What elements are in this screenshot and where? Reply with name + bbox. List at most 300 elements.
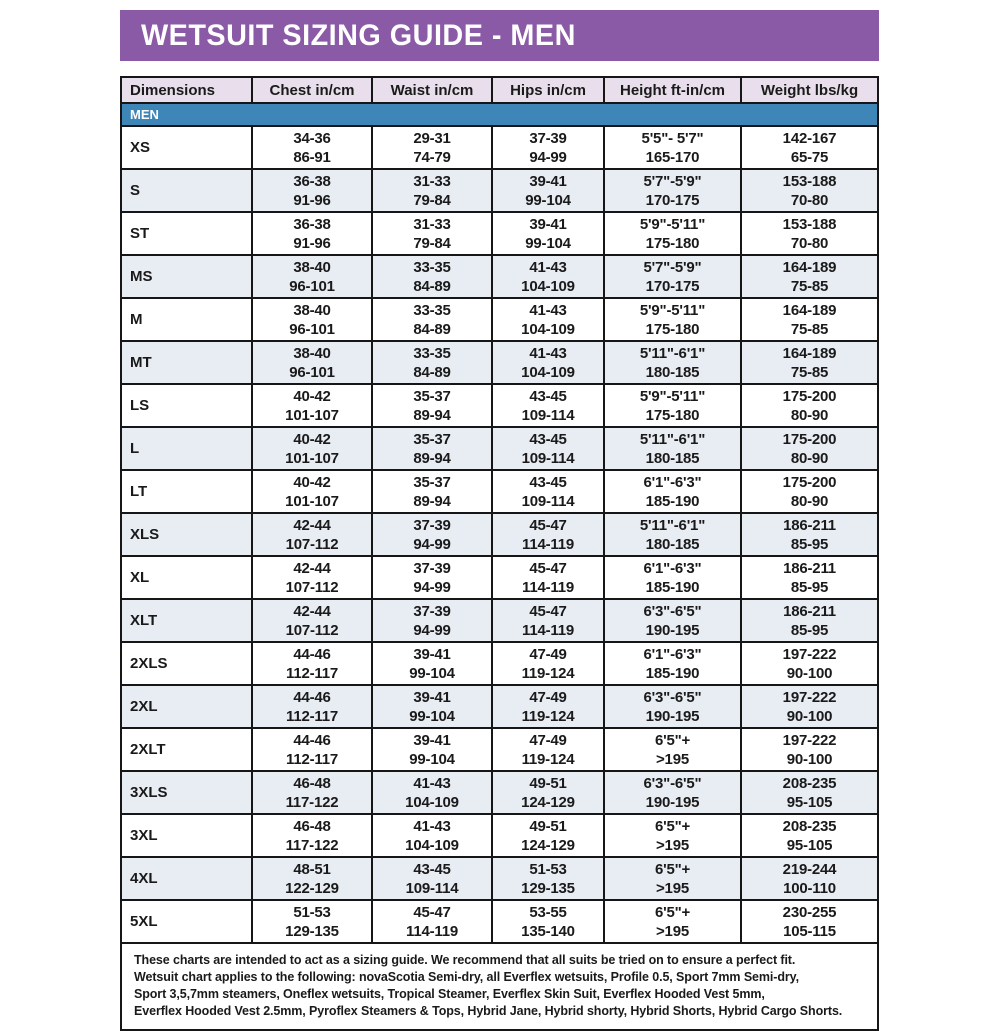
- value-metric: 109-114: [405, 879, 459, 897]
- section-label: MEN: [130, 107, 159, 122]
- size-label: 3XL: [122, 815, 253, 856]
- size-label: XLS: [122, 514, 253, 555]
- column-header-hips: Hips in/cm: [493, 78, 605, 102]
- value-inches: 44-46: [293, 645, 331, 663]
- value-metric: 99-104: [525, 191, 571, 209]
- size-label: 2XLS: [122, 643, 253, 684]
- value-inches: 6'1"-6'3": [643, 473, 702, 491]
- column-header-dimensions: Dimensions: [122, 78, 253, 102]
- value-inches: 37-39: [413, 602, 451, 620]
- measurement-cell: [373, 901, 493, 942]
- table-row: [122, 256, 877, 299]
- measurement-cell: [373, 127, 493, 168]
- measurement-cell: [605, 557, 742, 598]
- value-metric: 94-99: [413, 578, 451, 596]
- value-metric: 94-99: [529, 148, 567, 166]
- value-inches: 40-42: [293, 387, 331, 405]
- value-metric: 84-89: [413, 363, 451, 381]
- page-title: WETSUIT SIZING GUIDE - MEN: [141, 18, 576, 52]
- value-metric: 175-180: [645, 320, 700, 338]
- value-metric: 104-109: [521, 277, 575, 295]
- measurement-cell: [253, 299, 373, 340]
- value-inches: 44-46: [293, 731, 331, 749]
- measurement-cell: [605, 299, 742, 340]
- measurement-cell: [742, 815, 877, 856]
- value-metric: 175-180: [645, 234, 700, 252]
- measurement-cell: [373, 686, 493, 727]
- table-row: [122, 772, 877, 815]
- size-label: 2XL: [122, 686, 253, 727]
- table-row: [122, 127, 877, 170]
- size-label: ST: [122, 213, 253, 254]
- size-label: XL: [122, 557, 253, 598]
- measurement-cell: [742, 127, 877, 168]
- value-metric: 80-90: [790, 449, 829, 467]
- value-metric: 89-94: [413, 492, 451, 510]
- value-inches: 142-167: [782, 129, 837, 147]
- value-inches: 33-35: [413, 301, 451, 319]
- value-metric: 107-112: [285, 535, 339, 553]
- measurement-cell: [605, 858, 742, 899]
- value-metric: 104-109: [405, 836, 459, 854]
- value-inches: 197-222: [782, 688, 837, 706]
- measurement-cell: [253, 170, 373, 211]
- value-inches: 45-47: [529, 602, 567, 620]
- value-inches: 36-38: [293, 172, 331, 190]
- value-inches: 39-41: [413, 731, 451, 749]
- size-label: XS: [122, 127, 253, 168]
- value-inches: 175-200: [782, 430, 837, 448]
- measurement-cell: [373, 729, 493, 770]
- value-metric: 185-190: [645, 578, 700, 596]
- value-inches: 42-44: [293, 602, 331, 620]
- measurement-cell: [253, 557, 373, 598]
- value-inches: 6'1"-6'3": [643, 645, 702, 663]
- value-inches: 219-244: [782, 860, 837, 878]
- value-inches: 164-189: [782, 258, 837, 276]
- value-metric: 70-80: [790, 191, 829, 209]
- table-row: [122, 858, 877, 901]
- value-inches: 153-188: [782, 172, 837, 190]
- value-inches: 29-31: [413, 129, 451, 147]
- value-inches: 45-47: [413, 903, 451, 921]
- measurement-cell: [373, 385, 493, 426]
- size-label: LT: [122, 471, 253, 512]
- table-header-row: [122, 78, 877, 104]
- value-inches: 153-188: [782, 215, 837, 233]
- value-metric: 80-90: [790, 406, 829, 424]
- measurement-cell: [742, 256, 877, 297]
- value-metric: 180-185: [645, 449, 700, 467]
- table-row: [122, 428, 877, 471]
- value-inches: 45-47: [529, 516, 567, 534]
- value-inches: 37-39: [413, 559, 451, 577]
- value-inches: 35-37: [413, 473, 451, 491]
- measurement-cell: [493, 213, 605, 254]
- value-metric: 185-190: [645, 664, 700, 682]
- value-inches: 175-200: [782, 387, 837, 405]
- value-inches: 41-43: [529, 344, 567, 362]
- value-inches: 164-189: [782, 344, 837, 362]
- value-inches: 6'1"-6'3": [643, 559, 702, 577]
- value-inches: 49-51: [529, 817, 567, 835]
- size-label: S: [122, 170, 253, 211]
- value-metric: 84-89: [413, 277, 451, 295]
- value-inches: 33-35: [413, 258, 451, 276]
- value-inches: 5'9"-5'11": [639, 301, 706, 319]
- value-inches: 47-49: [529, 645, 567, 663]
- value-metric: 114-119: [522, 535, 574, 553]
- measurement-cell: [373, 643, 493, 684]
- measurement-cell: [373, 213, 493, 254]
- value-inches: 35-37: [413, 430, 451, 448]
- measurement-cell: [605, 213, 742, 254]
- value-inches: 33-35: [413, 344, 451, 362]
- value-inches: 37-39: [529, 129, 567, 147]
- measurement-cell: [373, 772, 493, 813]
- value-inches: 43-45: [529, 387, 567, 405]
- table-row: [122, 600, 877, 643]
- measurement-cell: [605, 385, 742, 426]
- value-inches: 38-40: [293, 258, 331, 276]
- value-inches: 40-42: [293, 473, 331, 491]
- table-row: [122, 471, 877, 514]
- value-metric: 70-80: [790, 234, 829, 252]
- value-inches: 6'5"+: [654, 731, 691, 749]
- measurement-cell: [373, 858, 493, 899]
- measurement-cell: [253, 342, 373, 383]
- size-label: 4XL: [122, 858, 253, 899]
- value-metric: 107-112: [285, 578, 339, 596]
- value-inches: 41-43: [529, 301, 567, 319]
- measurement-cell: [605, 514, 742, 555]
- value-metric: 79-84: [413, 191, 451, 209]
- size-label: MT: [122, 342, 253, 383]
- value-metric: 75-85: [790, 320, 829, 338]
- value-metric: 74-79: [413, 148, 451, 166]
- value-inches: 51-53: [529, 860, 567, 878]
- value-inches: 5'11"-6'1": [639, 430, 706, 448]
- measurement-cell: [493, 342, 605, 383]
- value-metric: 99-104: [525, 234, 571, 252]
- table-row: [122, 342, 877, 385]
- value-metric: 90-100: [786, 664, 833, 682]
- value-metric: 109-114: [521, 449, 575, 467]
- value-metric: 99-104: [409, 664, 455, 682]
- measurement-cell: [373, 557, 493, 598]
- value-metric: 129-135: [285, 922, 339, 940]
- measurement-cell: [493, 299, 605, 340]
- value-inches: 38-40: [293, 301, 331, 319]
- value-inches: 5'11"-6'1": [639, 516, 706, 534]
- measurement-cell: [493, 385, 605, 426]
- value-inches: 39-41: [413, 645, 451, 663]
- measurement-cell: [493, 471, 605, 512]
- measurement-cell: [253, 127, 373, 168]
- value-metric: 170-175: [645, 277, 700, 295]
- value-metric: 94-99: [413, 535, 451, 553]
- value-metric: 105-115: [783, 922, 836, 940]
- value-metric: 95-105: [786, 793, 833, 811]
- measurement-cell: [493, 428, 605, 469]
- value-metric: 117-122: [285, 836, 339, 854]
- value-metric: 65-75: [790, 148, 829, 166]
- section-row-men: [122, 104, 877, 127]
- measurement-cell: [605, 772, 742, 813]
- measurement-cell: [253, 901, 373, 942]
- value-metric: 104-109: [405, 793, 459, 811]
- measurement-cell: [493, 686, 605, 727]
- value-metric: 91-96: [293, 191, 331, 209]
- measurement-cell: [742, 858, 877, 899]
- sizing-table: [120, 76, 879, 1031]
- value-metric: 79-84: [413, 234, 451, 252]
- measurement-cell: [742, 643, 877, 684]
- measurement-cell: [253, 428, 373, 469]
- value-metric: 114-119: [406, 922, 458, 940]
- measurement-cell: [605, 342, 742, 383]
- footer-line: Everflex Hooded Vest 2.5mm, Pyroflex Steamers & Tops, Hybrid Jane, Hybrid shorty, Hybrid Shorts, Hybrid Cargo Shorts.: [134, 1004, 843, 1018]
- measurement-cell: [493, 858, 605, 899]
- value-metric: 190-195: [645, 793, 700, 811]
- value-inches: 208-235: [782, 774, 837, 792]
- value-metric: 101-107: [285, 449, 339, 467]
- value-inches: 197-222: [782, 645, 837, 663]
- value-metric: 99-104: [409, 707, 455, 725]
- table-row: [122, 385, 877, 428]
- value-metric: 90-100: [786, 707, 833, 725]
- measurement-cell: [493, 815, 605, 856]
- size-label: MS: [122, 256, 253, 297]
- value-metric: 109-114: [521, 492, 575, 510]
- value-inches: 5'5"- 5'7": [641, 129, 704, 147]
- size-label: L: [122, 428, 253, 469]
- table-row: [122, 557, 877, 600]
- measurement-cell: [605, 170, 742, 211]
- footer-line: These charts are intended to act as a sizing guide. We recommend that all suits be tried on to ensure a perfect fit.: [134, 953, 796, 967]
- value-inches: 46-48: [293, 817, 331, 835]
- table-body: [122, 127, 877, 942]
- measurement-cell: [493, 557, 605, 598]
- measurement-cell: [605, 600, 742, 641]
- measurement-cell: [742, 385, 877, 426]
- measurement-cell: [373, 170, 493, 211]
- measurement-cell: [605, 127, 742, 168]
- measurement-cell: [253, 514, 373, 555]
- value-inches: 38-40: [293, 344, 331, 362]
- value-metric: 170-175: [645, 191, 700, 209]
- measurement-cell: [742, 901, 877, 942]
- measurement-cell: [253, 213, 373, 254]
- measurement-cell: [605, 729, 742, 770]
- value-metric: >195: [656, 836, 689, 854]
- value-inches: 31-33: [413, 215, 451, 233]
- measurement-cell: [605, 428, 742, 469]
- value-metric: 124-129: [521, 793, 575, 811]
- measurement-cell: [493, 729, 605, 770]
- measurement-cell: [253, 858, 373, 899]
- value-metric: 119-124: [521, 707, 575, 725]
- value-inches: 42-44: [293, 559, 331, 577]
- table-row: [122, 213, 877, 256]
- value-inches: 41-43: [413, 817, 451, 835]
- value-metric: 104-109: [521, 320, 575, 338]
- table-row: [122, 170, 877, 213]
- value-metric: 112-117: [286, 750, 338, 768]
- value-metric: 119-124: [521, 750, 575, 768]
- value-inches: 46-48: [293, 774, 331, 792]
- footer-note: [122, 942, 877, 1029]
- measurement-cell: [373, 514, 493, 555]
- measurement-cell: [605, 686, 742, 727]
- value-inches: 51-53: [293, 903, 331, 921]
- measurement-cell: [742, 514, 877, 555]
- column-header-weight: Weight lbs/kg: [760, 81, 859, 99]
- measurement-cell: [373, 815, 493, 856]
- value-metric: >195: [656, 922, 689, 940]
- value-metric: 86-91: [293, 148, 331, 166]
- measurement-cell: [605, 471, 742, 512]
- value-inches: 43-45: [529, 473, 567, 491]
- table-row: [122, 514, 877, 557]
- value-inches: 36-38: [293, 215, 331, 233]
- footer-line: Sport 3,5,7mm steamers, Oneflex wetsuits, Tropical Steamer, Everflex Skin Suit, Everflex Hooded Vest 5mm,: [134, 987, 765, 1001]
- value-inches: 43-45: [529, 430, 567, 448]
- measurement-cell: [493, 514, 605, 555]
- measurement-cell: [605, 256, 742, 297]
- value-inches: 43-45: [413, 860, 451, 878]
- value-inches: 37-39: [413, 516, 451, 534]
- value-inches: 41-43: [413, 774, 451, 792]
- title-banner: [120, 10, 879, 61]
- value-metric: 89-94: [413, 406, 451, 424]
- value-metric: 114-119: [522, 621, 574, 639]
- measurement-cell: [253, 471, 373, 512]
- value-metric: 114-119: [522, 578, 574, 596]
- value-inches: 39-41: [529, 172, 567, 190]
- value-metric: 135-140: [521, 922, 575, 940]
- value-metric: 175-180: [645, 406, 700, 424]
- value-inches: 41-43: [529, 258, 567, 276]
- value-inches: 40-42: [293, 430, 331, 448]
- measurement-cell: [493, 170, 605, 211]
- measurement-cell: [742, 686, 877, 727]
- value-metric: 85-95: [790, 621, 829, 639]
- measurement-cell: [253, 772, 373, 813]
- value-metric: >195: [656, 879, 689, 897]
- measurement-cell: [742, 600, 877, 641]
- value-inches: 6'3"-6'5": [643, 688, 702, 706]
- value-metric: 190-195: [645, 621, 700, 639]
- value-metric: 85-95: [790, 535, 829, 553]
- table-row: [122, 729, 877, 772]
- measurement-cell: [253, 686, 373, 727]
- measurement-cell: [742, 213, 877, 254]
- measurement-cell: [605, 901, 742, 942]
- value-inches: 45-47: [529, 559, 567, 577]
- value-metric: 165-170: [645, 148, 700, 166]
- value-inches: 6'5"+: [654, 903, 691, 921]
- table-row: [122, 686, 877, 729]
- value-inches: 34-36: [293, 129, 331, 147]
- measurement-cell: [253, 643, 373, 684]
- value-inches: 230-255: [782, 903, 837, 921]
- measurement-cell: [253, 600, 373, 641]
- value-inches: 47-49: [529, 688, 567, 706]
- measurement-cell: [253, 729, 373, 770]
- value-metric: 109-114: [521, 406, 575, 424]
- value-metric: >195: [656, 750, 689, 768]
- measurement-cell: [493, 127, 605, 168]
- measurement-cell: [742, 299, 877, 340]
- table-row: [122, 643, 877, 686]
- value-metric: 119-124: [521, 664, 575, 682]
- value-inches: 35-37: [413, 387, 451, 405]
- value-metric: 180-185: [645, 363, 700, 381]
- table-row: [122, 299, 877, 342]
- value-metric: 190-195: [645, 707, 700, 725]
- value-inches: 5'9"-5'11": [639, 387, 706, 405]
- value-inches: 39-41: [413, 688, 451, 706]
- value-metric: 180-185: [645, 535, 700, 553]
- value-metric: 101-107: [285, 406, 339, 424]
- value-inches: 44-46: [293, 688, 331, 706]
- value-inches: 5'9"-5'11": [639, 215, 706, 233]
- measurement-cell: [742, 729, 877, 770]
- value-inches: 197-222: [782, 731, 837, 749]
- value-inches: 5'7"-5'9": [643, 258, 702, 276]
- value-inches: 48-51: [293, 860, 331, 878]
- measurement-cell: [742, 471, 877, 512]
- measurement-cell: [253, 815, 373, 856]
- value-metric: 96-101: [289, 320, 335, 338]
- size-label: LS: [122, 385, 253, 426]
- size-label: M: [122, 299, 253, 340]
- value-metric: 100-110: [783, 879, 836, 897]
- value-metric: 124-129: [521, 836, 575, 854]
- measurement-cell: [493, 600, 605, 641]
- value-metric: 112-117: [286, 664, 338, 682]
- value-inches: 39-41: [529, 215, 567, 233]
- value-inches: 47-49: [529, 731, 567, 749]
- value-metric: 89-94: [413, 449, 451, 467]
- measurement-cell: [605, 643, 742, 684]
- measurement-cell: [742, 772, 877, 813]
- measurement-cell: [493, 901, 605, 942]
- value-metric: 117-122: [285, 793, 339, 811]
- measurement-cell: [742, 428, 877, 469]
- value-inches: 53-55: [529, 903, 567, 921]
- value-metric: 185-190: [645, 492, 700, 510]
- size-label: 2XLT: [122, 729, 253, 770]
- table-row: [122, 815, 877, 858]
- column-header-chest: Chest in/cm: [253, 78, 373, 102]
- value-inches: 6'3"-6'5": [643, 602, 702, 620]
- measurement-cell: [373, 471, 493, 512]
- column-header-height: Height ft-in/cm: [605, 78, 742, 102]
- value-metric: 90-100: [786, 750, 833, 768]
- value-metric: 94-99: [413, 621, 451, 639]
- value-inches: 208-235: [782, 817, 837, 835]
- value-inches: 31-33: [413, 172, 451, 190]
- value-metric: 85-95: [790, 578, 829, 596]
- measurement-cell: [373, 428, 493, 469]
- value-inches: 186-211: [783, 516, 836, 534]
- size-label: XLT: [122, 600, 253, 641]
- value-metric: 129-135: [521, 879, 575, 897]
- value-inches: 164-189: [782, 301, 837, 319]
- value-inches: 175-200: [782, 473, 837, 491]
